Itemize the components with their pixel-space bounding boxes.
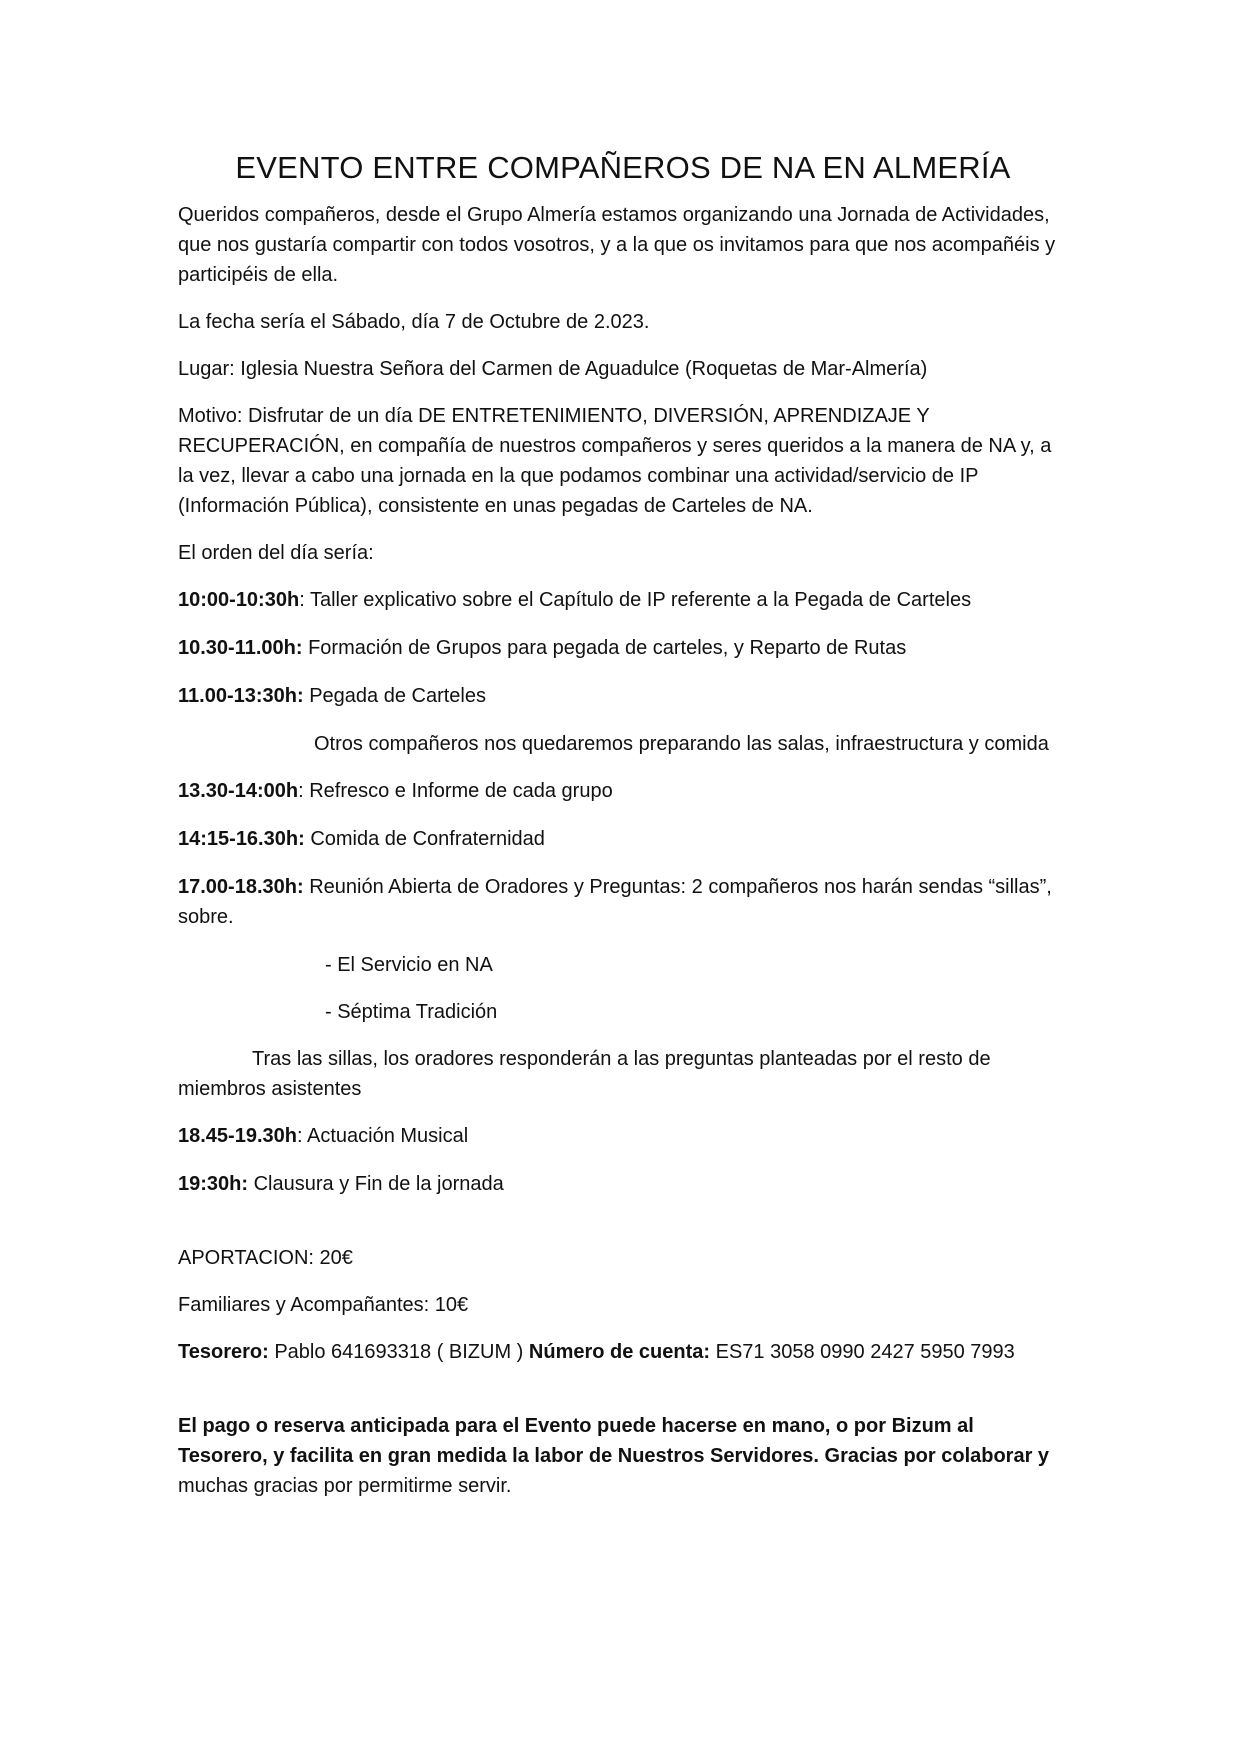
after-chairs-paragraph: Tras las sillas, los oradores responderán a las preguntas planteadas por el resto de miembros asistentes	[178, 1048, 991, 1100]
schedule-item: 13.30-14:00h: Refresco e Informe de cada grupo	[178, 780, 613, 802]
schedule-text: Refresco e Informe de cada grupo	[309, 780, 613, 802]
schedule-time: 18.45-19.30h	[178, 1125, 297, 1147]
schedule-text: Pegada de Carteles	[309, 685, 486, 707]
date-paragraph: La fecha sería el Sábado, día 7 de Octubre de 2.023.	[178, 311, 650, 333]
schedule-item	[178, 633, 1068, 663]
schedule-text: Formación de Grupos para pegada de carteles, y Reparto de Rutas	[308, 637, 907, 659]
treasurer-label: Tesorero:	[178, 1341, 269, 1363]
closing-regular-text: muchas gracias por permitirme servir.	[178, 1475, 512, 1497]
schedule-item: 18.45-19.30h: Actuación Musical	[178, 1125, 469, 1147]
schedule-time: 10.30-11.00h:	[178, 637, 303, 659]
schedule-time: 10:00-10:30h	[178, 589, 300, 611]
motive-paragraph: Motivo: Disfrutar de un día DE ENTRETENIMIENTO, DIVERSIÓN, APRENDIZAJE Y RECUPERACIÓN, en compañía de nuestros compañeros y seres queridos a la manera de NA y, a la vez, llevar a cabo una jornada en la que podamos combinar una actividad/servicio de IP (Información Pública), consistente en unas pegadas de Carteles de NA.	[178, 405, 1052, 517]
treasurer-value: Pablo 641693318 ( BIZUM )	[268, 1341, 529, 1363]
schedule-time: 19:30h:	[178, 1173, 249, 1195]
schedule-item	[178, 1169, 1068, 1199]
agenda-intro: El orden del día sería:	[178, 542, 374, 564]
schedule-item	[178, 681, 1068, 711]
schedule-time: 13.30-14:00h	[178, 780, 299, 802]
schedule-time: 17.00-18.30h:	[178, 876, 304, 898]
document-title: EVENTO ENTRE COMPAÑEROS DE NA EN ALMERÍA	[235, 150, 1011, 185]
others-note: Otros compañeros nos quedaremos preparando las salas, infraestructura y comida	[314, 733, 1049, 755]
intro-paragraph: Queridos compañeros, desde el Grupo Almería estamos organizando una Jornada de Actividades, que nos gustaría compartir con todos vosotros, y a la que os invitamos para que nos acompañéis y participéis de ella.	[178, 204, 1056, 286]
schedule-text: Reunión Abierta de Oradores y Preguntas: 2 compañeros nos harán sendas “sillas”, sobre.	[178, 876, 1052, 928]
family-line: Familiares y Acompañantes: 10€	[178, 1294, 469, 1316]
contribution-line: APORTACION: 20€	[178, 1247, 353, 1269]
schedule-item	[178, 872, 1068, 932]
schedule-time: 14:15-16.30h:	[178, 828, 305, 850]
schedule-text: Clausura y Fin de la jornada	[253, 1173, 504, 1195]
schedule-item: 10:00-10:30h: Taller explicativo sobre el Capítulo de IP referente a la Pegada de Carteles	[178, 589, 972, 611]
account-value: ES71 3058 0990 2427 5950 7993	[710, 1341, 1015, 1363]
schedule-item	[178, 824, 1068, 854]
place-paragraph: Lugar: Iglesia Nuestra Señora del Carmen de Aguadulce (Roquetas de Mar-Almería)	[178, 358, 928, 380]
account-label: Número de cuenta:	[528, 1341, 711, 1363]
closing-bold-text: El pago o reserva anticipada para el Evento puede hacerse en mano, o por Bizum al Tesorero, y facilita en gran medida la labor de Nuestros Servidores. Gracias por colaborar y	[178, 1415, 1050, 1467]
closing-paragraph	[178, 1411, 1068, 1501]
topic-item: - Séptima Tradición	[325, 1001, 498, 1023]
schedule-text: Taller explicativo sobre el Capítulo de IP referente a la Pegada de Carteles	[309, 589, 972, 611]
schedule-text: Comida de Confraternidad	[310, 828, 545, 850]
document-body	[178, 148, 1068, 1518]
schedule-text: Actuación Musical	[307, 1125, 469, 1147]
schedule-time: 11.00-13:30h:	[178, 685, 304, 707]
topic-item: - El Servicio en NA	[325, 954, 493, 976]
treasurer-line	[178, 1337, 1068, 1367]
